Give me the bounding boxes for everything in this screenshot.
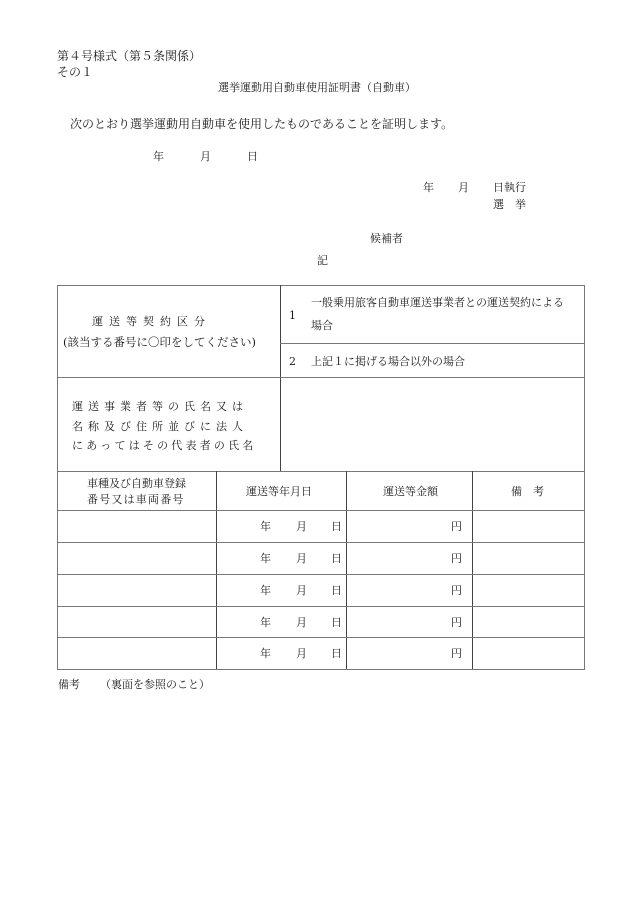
- row-yen: 円: [451, 616, 462, 629]
- header-date: 運送等年月日: [246, 485, 312, 498]
- header-amount: 運送等金額: [383, 485, 438, 498]
- header-vehicle-cont: 番号又は車両番号: [87, 493, 185, 506]
- ki-label: 記: [317, 254, 328, 267]
- cert-date-day: 日: [247, 150, 258, 163]
- contract-label: 運送等契約区分: [92, 315, 211, 328]
- row-year: 年: [260, 616, 271, 629]
- row-year: 年: [260, 584, 271, 597]
- divider: [216, 471, 217, 669]
- row-yen: 円: [451, 552, 462, 565]
- row-year: 年: [260, 520, 271, 533]
- header-remarks: 備 考: [511, 485, 544, 498]
- row-yen: 円: [451, 520, 462, 533]
- divider: [57, 510, 585, 511]
- row-day: 日: [331, 520, 342, 533]
- carrier-label-line1: 運送事業者等の氏名又は: [72, 400, 248, 413]
- option-2-text: 上記１に掲げる場合以外の場合: [311, 355, 465, 368]
- divider: [57, 606, 585, 607]
- election-day-exec: 日執行: [493, 181, 526, 194]
- sub-number: その１: [57, 65, 94, 79]
- divider: [57, 471, 585, 472]
- cert-date-year: 年: [153, 150, 164, 163]
- option-1-text-cont: 場合: [311, 319, 333, 332]
- divider: [57, 637, 585, 638]
- election-year: 年: [423, 181, 434, 194]
- cert-date-month: 月: [200, 150, 211, 163]
- row-yen: 円: [451, 584, 462, 597]
- form-number: 第４号様式（第５条関係）: [57, 49, 202, 63]
- header-vehicle: 車種及び自動車登録: [87, 477, 186, 490]
- election-month: 月: [458, 181, 469, 194]
- row-day: 日: [331, 616, 342, 629]
- row-day: 日: [331, 552, 342, 565]
- row-year: 年: [260, 647, 271, 660]
- option-1-text: 一般乗用旅客自動車運送事業者との運送契約による: [311, 296, 564, 309]
- row-month: 月: [296, 552, 307, 565]
- divider: [472, 471, 473, 669]
- row-day: 日: [331, 584, 342, 597]
- candidate-label: 候補者: [370, 232, 403, 245]
- contract-instruction: (該当する番号に〇印をしてください): [63, 335, 256, 349]
- certification-statement: 次のとおり選挙運動用自動車を使用したものであることを証明します。: [70, 117, 454, 131]
- document-title: 選挙運動用自動車使用証明書（自動車）: [218, 81, 416, 94]
- election-label: 選 挙: [493, 198, 526, 211]
- row-day: 日: [331, 647, 342, 660]
- row-month: 月: [296, 520, 307, 533]
- carrier-label-line2: 名称及び住所並びに法人: [72, 420, 248, 433]
- row-yen: 円: [451, 647, 462, 660]
- row-month: 月: [296, 584, 307, 597]
- divider: [57, 574, 585, 575]
- row-month: 月: [296, 616, 307, 629]
- divider: [346, 471, 347, 669]
- footer-label: 備考: [58, 678, 80, 691]
- divider: [57, 377, 585, 378]
- option-1-number[interactable]: 1: [289, 309, 296, 322]
- row-month: 月: [296, 647, 307, 660]
- carrier-value-field[interactable]: [290, 400, 580, 460]
- option-2-number[interactable]: 2: [289, 355, 296, 368]
- footer-note: （裏面を参照のこと）: [100, 678, 210, 691]
- row-year: 年: [260, 552, 271, 565]
- carrier-label-line3: にあってはその代表者の氏名: [72, 439, 257, 452]
- divider: [57, 542, 585, 543]
- divider: [280, 285, 281, 472]
- divider: [280, 343, 585, 344]
